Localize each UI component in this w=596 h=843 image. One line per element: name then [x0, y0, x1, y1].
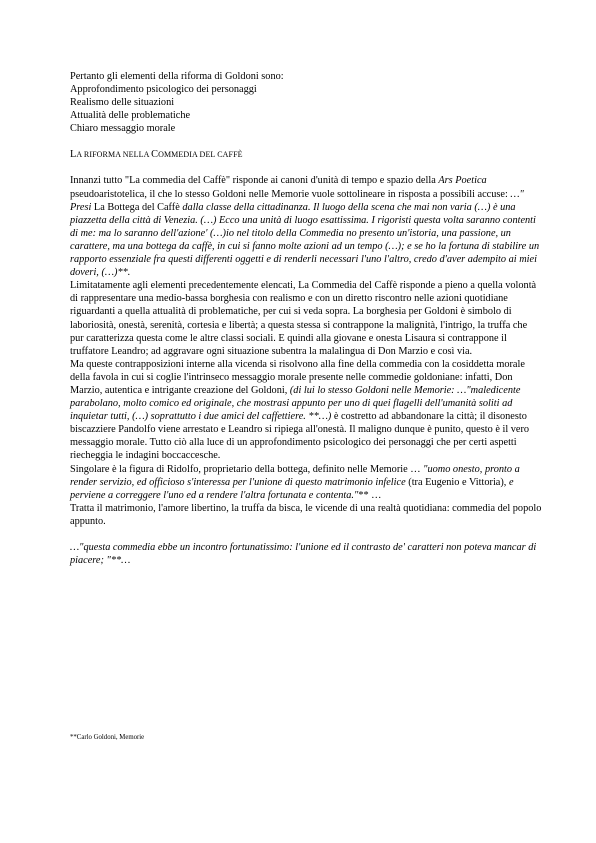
intro-list: [70, 70, 542, 135]
text-run: pseudoaristotelica, il che lo stesso Goldoni nelle Memorie vuole sottolineare in risposta a possibili accuse:: [70, 188, 511, 200]
italic-run: dalla classe della cittadinanza. Il luogo della scena che mai non varia (…) è una piazzetta della città di Venezia. (…) Ecco una unità di luogo esattissima. I rigoristi questa volta saranno contenti di me: ma lo saranno dell'azione' (…)io nel titolo della Commedia no presento un'istoria, una passione, un carattere, ma una bottega da caffè, in cui si fanno molte azioni ad un tempo (…); e se ho la fortuna di stabilire un rapporto essenziale fra questi differenti oggetti e di renderli necessari l'uno l'altro, credo d'aver adempito ai miei doveri, (…)**.: [70, 201, 540, 279]
paragraph-matrimonio: Tratta il matrimonio, l'amore libertino, la truffa da bisca, le vicende di una realtà quotidiana: commedia del popolo appunto.: [70, 502, 542, 527]
section-heading: [70, 149, 542, 161]
italic-run: (di lui lo stesso Goldoni nelle Memorie: …"maledicente parabolano, molto comico ed originale, che mostrasi appunto per uno di quei flagelli dell'umanità soliti ad inquietar tutti, (…) soprattutto i due amici del caffettiere. **…): [70, 384, 521, 423]
paragraph-ridolfo: [70, 463, 542, 502]
intro-line: Chiaro messaggio morale: [70, 123, 176, 135]
intro-line: Approfondimento psicologico dei personaggi: [70, 84, 257, 96]
text-run: è costretto ad abbandonare la città; il disonesto biscazziere Pandolfo viene arrestato e Leandro si ripiega all'onestà. Il maligno dunque è punito, questo è il vero messaggio morale. Tutto ciò alla luce di un approfondimento psicologico dei personaggi che per certi aspetti riecheggia le indagini boccaccesche.: [70, 411, 530, 462]
spacer: [70, 528, 542, 541]
paragraph-borghesia: Limitatamente agli elementi precedentemente elencati, La Commedia del Caffè risponde a pieno a quella volontà di rappresentare una medio-bassa borghesia con realismo e con un diretto riscontro nelle azioni quotidiane riguardanti a quella attualità di problematiche, per cui si veda sopra. La borghesia per Goldoni è simbolo di laboriosità, onestà, serenità, cortesia e libertà; a questa stessa si contrappone la malignità, l'intrigo, la truffa che pur caratterizza questa come le altre classi sociali. E quindi alla giovane e onesta Lisaura si contrappone il truffatore Leandro; ad aggravare ogni situazione subentra la malalingua di Don Marzio e così via.: [70, 280, 537, 357]
footnote: **Carlo Goldoni, Memorie: [70, 734, 145, 741]
text-run: ** …: [358, 489, 382, 501]
intro-line: Attualità delle problematiche: [70, 110, 191, 122]
text-run: Innanzi tutto "La commedia del Caffè" risponde ai canoni d'unità di tempo e spazio della: [70, 175, 439, 187]
italic-run: e perviene a correggere l'uno ed a rendere l'altra fortunata e contenta.": [70, 476, 514, 501]
closing-quote: [70, 541, 542, 567]
italic-run: …" Presi: [70, 188, 524, 213]
intro-line: Realismo delle situazioni: [70, 97, 175, 109]
heading-capital: L: [70, 149, 77, 161]
heading-smallcaps: OMMEDIA DEL CAFFÈ: [158, 150, 243, 160]
paragraph-morale: [70, 358, 542, 463]
text-run: Ma queste contrapposizioni interne alla vicenda si risolvono alla fine della commedia con la cosiddetta morale della favola in cui si coglie l'intrinseco messaggio morale presente nelle commedie goldoniane: infatti, Don Marzio, autentica e intrigante creazione del Goldoni,: [70, 358, 525, 396]
text-run: La Bottega del Caffè: [91, 201, 183, 213]
text-run: (tra Eugenio e Vittoria),: [405, 476, 509, 488]
heading-capital: C: [151, 149, 159, 161]
intro-line: Pertanto gli elementi della riforma di Goldoni sono:: [70, 71, 284, 82]
italic-run: Ars Poetica: [438, 175, 487, 187]
italic-run: …"questa commedia ebbe un incontro fortunatissimo: l'unione ed il contrasto de' caratteri non poteva mancar di piacere; "**…: [70, 542, 537, 567]
paragraph-unita: [70, 174, 542, 279]
heading-smallcaps: A RIFORMA NELLA: [76, 150, 152, 160]
text-run: Singolare è la figura di Ridolfo, proprietario della bottega, definito nelle Memorie …: [70, 463, 424, 475]
italic-run: "uomo onesto, pronto a render servizio, ed officioso s'interessa per l'unione di questo matrimonio infelice: [70, 463, 520, 488]
document-body: [70, 70, 542, 567]
